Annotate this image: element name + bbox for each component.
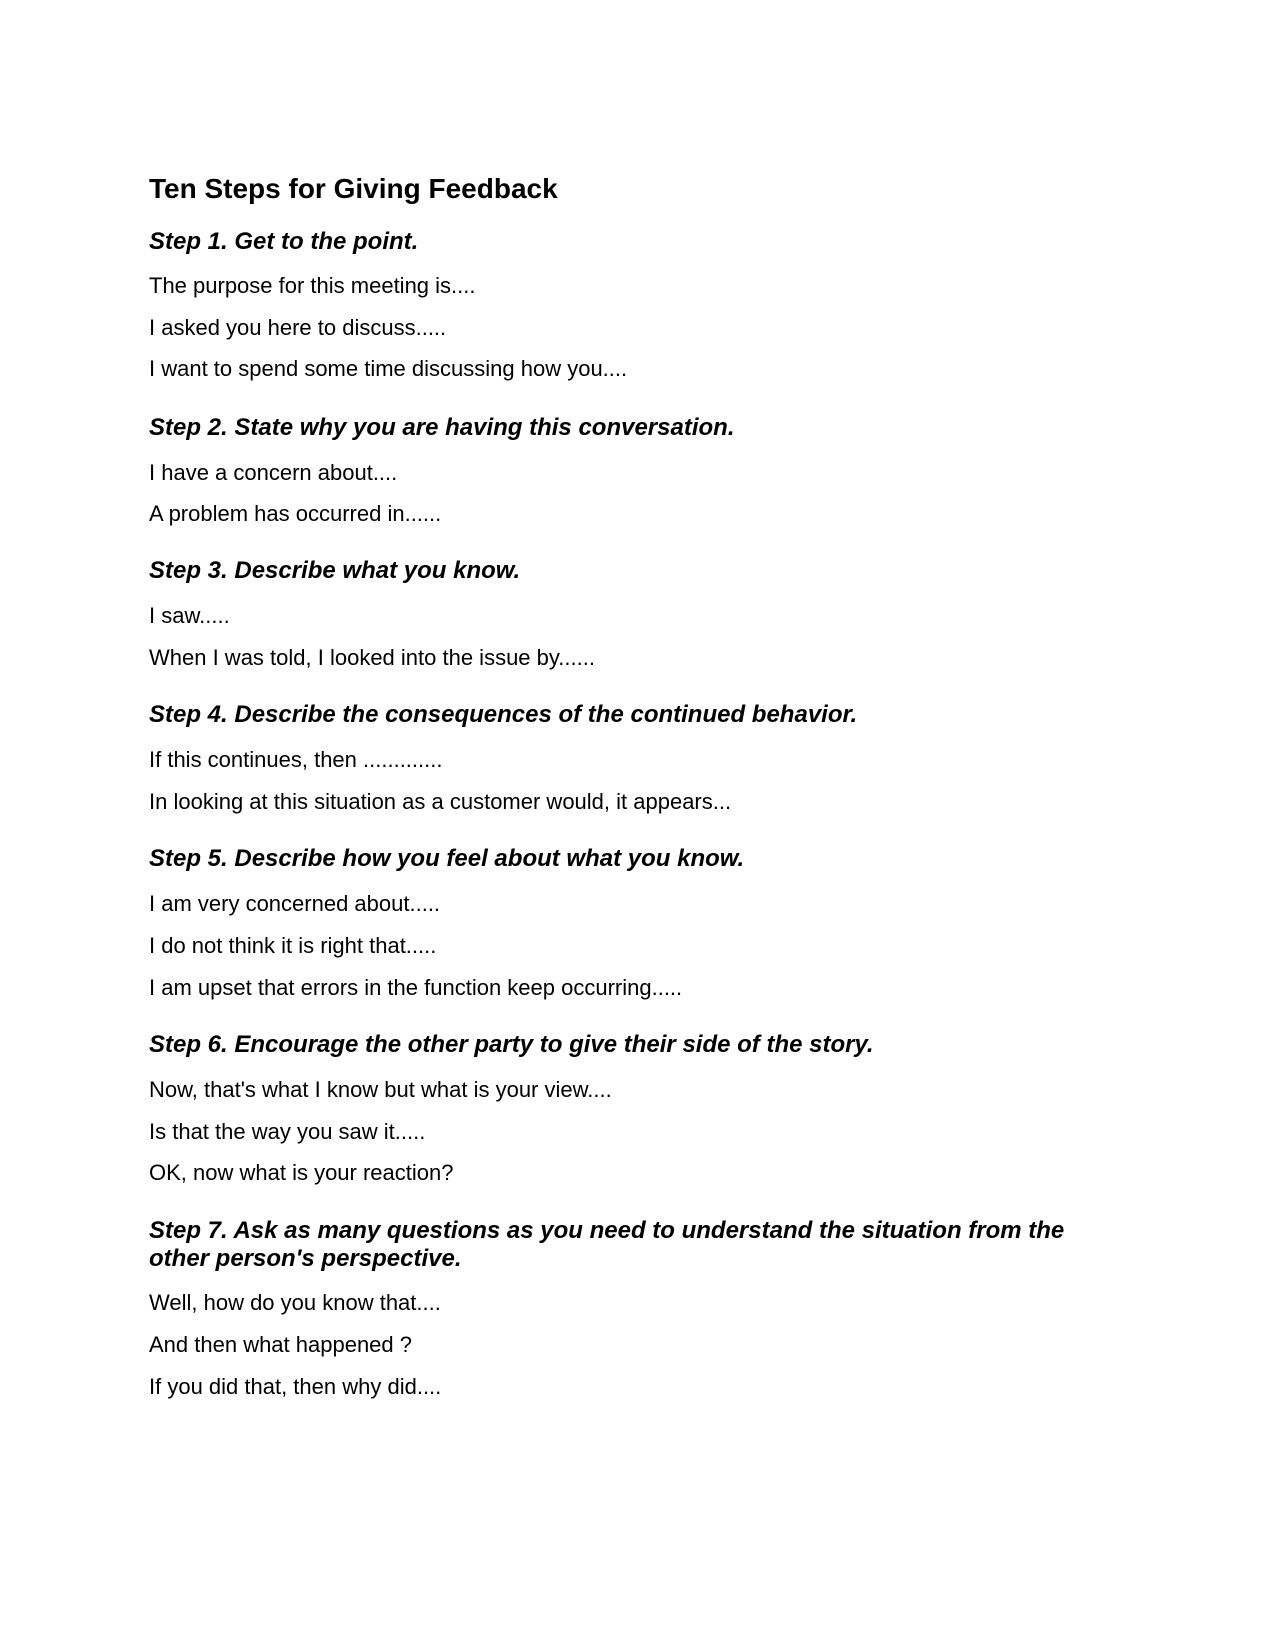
step-6-heading: Step 6. Encourage the other party to give their side of the story. bbox=[149, 1031, 874, 1058]
step-5-line-1: I am very concerned about..... bbox=[149, 891, 441, 916]
step-2-line-1: I have a concern about.... bbox=[149, 460, 398, 485]
step-5-heading: Step 5. Describe how you feel about what you know. bbox=[149, 845, 745, 872]
step-7-line-3: If you did that, then why did.... bbox=[149, 1374, 442, 1399]
step-6-line-1: Now, that's what I know but what is your view.... bbox=[149, 1077, 612, 1102]
step-6-line-3: OK, now what is your reaction? bbox=[149, 1160, 454, 1185]
step-7-line-2: And then what happened ? bbox=[149, 1332, 413, 1357]
step-1-line-2: I asked you here to discuss..... bbox=[149, 315, 447, 340]
step-2-heading: Step 2. State why you are having this conversation. bbox=[149, 414, 735, 441]
step-4-heading: Step 4. Describe the consequences of the continued behavior. bbox=[149, 701, 858, 728]
step-5-line-3: I am upset that errors in the function keep occurring..... bbox=[149, 975, 683, 1000]
step-3-heading: Step 3. Describe what you know. bbox=[149, 557, 521, 584]
step-1-line-3: I want to spend some time discussing how you.... bbox=[149, 356, 628, 381]
step-4-line-1: If this continues, then ............. bbox=[149, 747, 443, 772]
step-4-line-2: In looking at this situation as a customer would, it appears... bbox=[149, 789, 732, 814]
step-3-line-1: I saw..... bbox=[149, 603, 230, 628]
step-6-line-2: Is that the way you saw it..... bbox=[149, 1119, 426, 1144]
step-1-heading: Step 1. Get to the point. bbox=[149, 228, 419, 255]
document-title: Ten Steps for Giving Feedback bbox=[149, 173, 558, 204]
step-5-line-2: I do not think it is right that..... bbox=[149, 933, 437, 958]
step-7-line-1: Well, how do you know that.... bbox=[149, 1290, 441, 1315]
step-7-heading: Step 7. Ask as many questions as you need to understand the situation from the other person's perspective. bbox=[149, 1217, 1065, 1272]
step-2-line-2: A problem has occurred in...... bbox=[149, 501, 442, 526]
step-1-line-1: The purpose for this meeting is.... bbox=[149, 273, 476, 298]
step-3-line-2: When I was told, I looked into the issue by...... bbox=[149, 645, 595, 670]
